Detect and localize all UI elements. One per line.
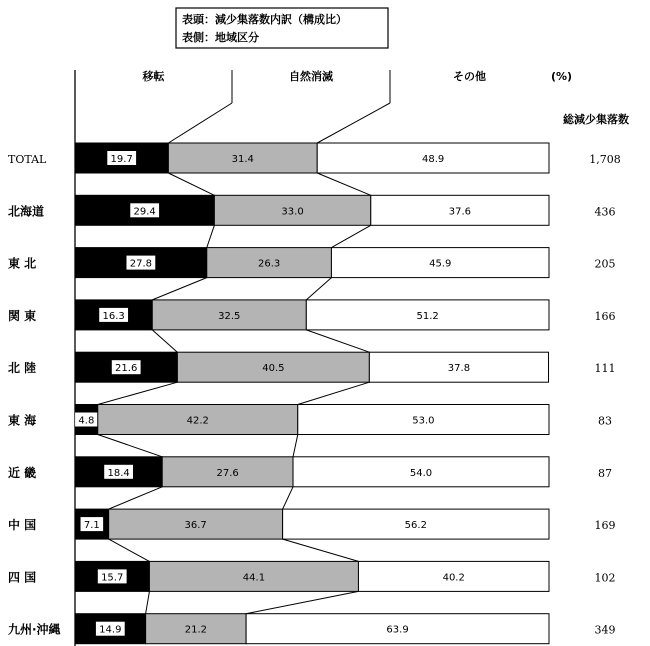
total-count: 349 [594, 623, 616, 637]
unit-label: (%) [551, 70, 573, 83]
row-connector-line [152, 330, 177, 352]
value-label: 27.8 [129, 258, 153, 270]
total-count: 87 [598, 466, 612, 480]
value-label: 56.2 [404, 520, 427, 532]
value-label: 37.8 [447, 363, 471, 375]
value-label: 7.1 [83, 520, 100, 532]
total-count: 111 [594, 362, 616, 376]
total-count: 1,708 [589, 153, 621, 166]
info-box-line1: 表頭：減少集落数内訳（構成比） [182, 13, 347, 26]
value-label: 31.4 [231, 154, 254, 165]
row-connector-line [109, 539, 150, 561]
value-label: 21.6 [115, 363, 138, 375]
row-connector-line [283, 539, 359, 561]
category-label: 北 陸 [8, 361, 37, 376]
category-label: 九州·沖縄 [8, 622, 61, 637]
row-connector-line [246, 591, 358, 613]
row-connector-line [109, 487, 163, 509]
row-connector-line [98, 435, 162, 457]
value-label: 36.7 [184, 520, 207, 532]
category-label: 北海道 [8, 204, 45, 219]
category-label: 東 海 [8, 413, 37, 428]
value-label: 33.0 [281, 206, 304, 218]
row-connector-line [146, 591, 150, 613]
category-label: 近 畿 [8, 465, 37, 480]
value-label: 14.9 [99, 624, 122, 636]
row-connector-line [293, 435, 298, 457]
row-connector-line [306, 330, 369, 352]
value-label: 48.9 [421, 154, 445, 165]
value-label: 32.5 [218, 310, 241, 322]
series-header-2: 自然消滅 [289, 70, 333, 83]
value-label: 15.7 [101, 572, 124, 584]
header-connector-line [317, 103, 390, 143]
series-header-1: 移転 [142, 70, 165, 83]
category-label: 東 北 [8, 256, 37, 271]
value-label: 4.8 [78, 415, 95, 427]
value-label: 40.2 [442, 572, 465, 584]
value-label: 53.0 [412, 415, 435, 427]
total-count: 102 [594, 571, 616, 585]
plot-area [8, 69, 621, 646]
row-connector-line [306, 278, 331, 300]
row-connector-line [317, 173, 371, 195]
row-connector-line [168, 173, 214, 195]
value-label: 63.9 [386, 624, 409, 636]
category-label: 中 国 [8, 518, 37, 533]
value-label: 16.3 [102, 310, 125, 322]
series-header-3: その他 [453, 70, 486, 83]
value-label: 26.3 [257, 258, 281, 270]
value-label: 21.2 [184, 624, 208, 636]
value-label: 44.1 [242, 572, 266, 584]
value-label: 42.2 [186, 415, 209, 427]
category-label: 関 東 [8, 308, 37, 323]
total-count: 83 [598, 414, 612, 428]
info-box [176, 8, 388, 48]
value-label: 54.0 [409, 467, 433, 479]
value-label: 29.4 [133, 206, 156, 218]
value-label: 18.4 [107, 467, 130, 479]
total-count: 169 [594, 519, 616, 533]
row-connector-line [283, 487, 293, 509]
row-connector-line [298, 382, 370, 404]
value-label: 19.7 [110, 154, 133, 165]
category-label: 四 国 [8, 570, 37, 585]
row-connector-line [207, 225, 215, 247]
header-connector-line [168, 103, 232, 143]
value-label: 37.6 [448, 206, 472, 218]
value-label: 27.6 [216, 467, 239, 479]
total-count: 436 [594, 205, 616, 219]
row-connector-line [331, 225, 370, 247]
category-label: TOTAL [8, 153, 47, 166]
value-label: 45.9 [429, 258, 452, 270]
value-label: 40.5 [262, 363, 285, 375]
total-count: 166 [594, 309, 616, 323]
row-connector-line [152, 278, 207, 300]
total-count: 205 [594, 257, 616, 271]
header-area [551, 70, 629, 126]
value-label: 51.2 [416, 310, 439, 322]
row-connector-line [98, 382, 178, 404]
info-box-line2: 表側：地域区分 [182, 31, 259, 44]
total-header: 総減少集落数 [563, 113, 629, 126]
